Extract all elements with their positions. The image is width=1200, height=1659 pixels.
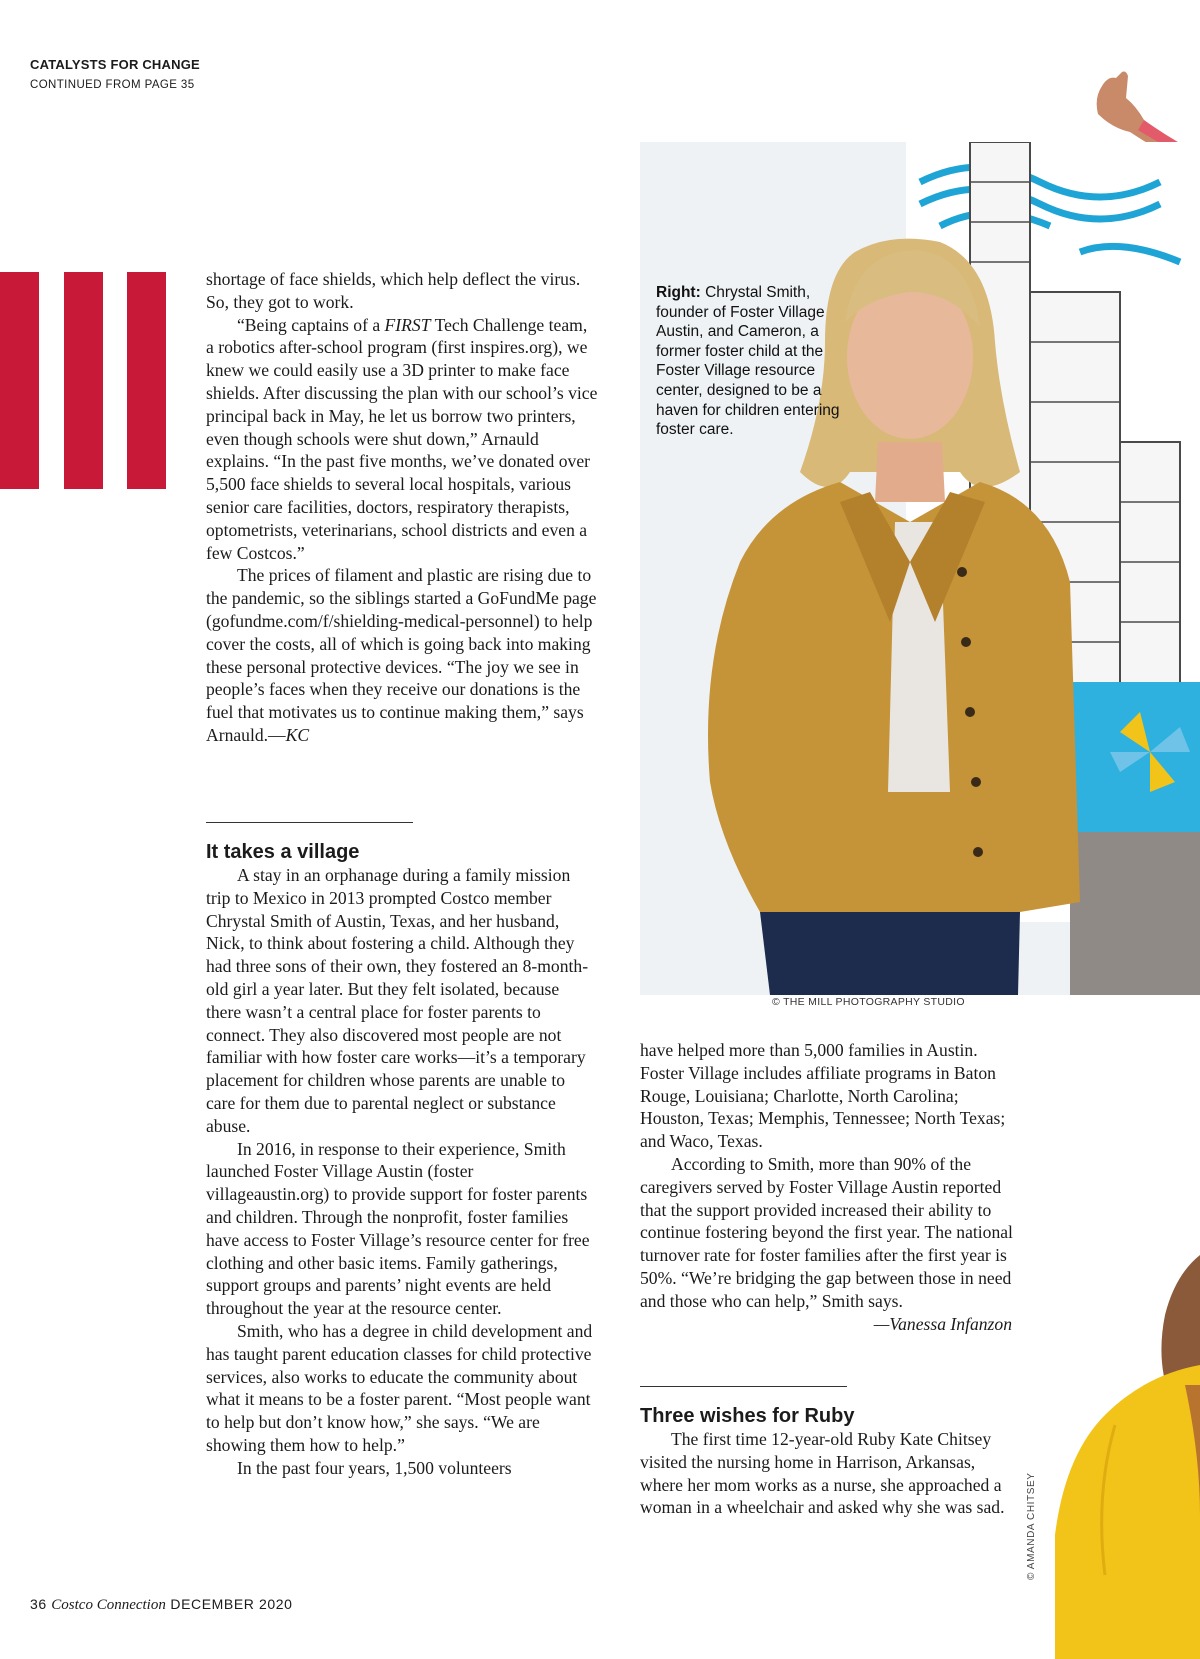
paragraph: In the past four years, 1,500 volunteers	[237, 1457, 512, 1478]
paragraph: According to Smith, more than 90% of the caregivers served by Foster Village Austin reported that the support provided increased their ability to continue fostering beyond the first year. The national turnover rate for foster families after the first year is 50%. “We’re bridging the gap between those in need and those who can help,” Smith says.	[640, 1153, 1013, 1311]
article-column-1	[206, 268, 598, 747]
section-heading: Three wishes for Ruby	[640, 1405, 855, 1427]
section-heading: It takes a village	[206, 841, 360, 863]
red-stripe-1	[0, 272, 39, 489]
red-stripe-2	[64, 272, 103, 489]
page-number: 36	[30, 1596, 47, 1612]
paragraph: In 2016, in response to their experience, Smith launched Foster Village Austin (foster villageaustin.org) to provide support for foster parents and children. Through the nonprofit, foster families have access to Foster Village’s resource center for free clothing and other basic items. Family gatherings, support groups and parents’ night events are held throughout the year at the resource center.	[206, 1138, 590, 1319]
paragraph: A stay in an orphanage during a family mission trip to Mexico in 2013 prompted Costco member Chrystal Smith of Austin, Texas, and her husband, Nick, to think about fostering a child. Although they had three sons of their own, they fostered an 8-month-old girl a year later. But they felt isolated, because there wasn’t a central place for foster parents to connect. They also discovered most people are not familiar with how foster care works—it’s a temporary placement for children whose parents are unable to care for them due to parental neglect or substance abuse.	[206, 865, 589, 1136]
article-column-2	[640, 1039, 1018, 1335]
photo-caption: Right: Chrystal Smith, founder of Foster Village Austin, and Cameron, a former foster child at the Foster Village resource center, designed to be a haven for children entering foster care.	[656, 284, 840, 439]
section-title: CATALYSTS FOR CHANGE	[30, 57, 200, 72]
article-column-1-village	[206, 840, 598, 1480]
paragraph: Smith, who has a degree in child development and has taught parent education classes for child protective services, also works to educate the community about what it means to be a foster parent. “Most people want to help but don’t know how,” she says. “We are showing them how to help.”	[206, 1320, 593, 1455]
byline: —Vanessa Infanzon	[873, 1313, 1012, 1334]
paragraph: The first time 12-year-old Ruby Kate Chitsey visited the nursing home in Harrison, Arkansas, where her mom works as a nurse, she approached a woman in a wheelchair and asked why she was sad.	[640, 1429, 1005, 1518]
article-column-2-ruby	[640, 1404, 1018, 1519]
ruby-photo	[1055, 1255, 1200, 1659]
chrystal-smith-photo	[640, 142, 1200, 995]
section-divider	[640, 1386, 847, 1387]
red-stripe-3	[127, 272, 166, 489]
photo-credit: © THE MILL PHOTOGRAPHY STUDIO	[772, 996, 965, 1008]
page-footer	[30, 1596, 293, 1614]
photo-credit: © AMANDA CHITSEY	[1026, 1472, 1037, 1580]
paragraph: shortage of face shields, which help deflect the virus. So, they got to work.	[206, 269, 581, 312]
section-divider	[206, 822, 413, 823]
paragraph: have helped more than 5,000 families in Austin. Foster Village includes affiliate programs in Baton Rouge, Louisiana; Charlotte, North Carolina; Houston, Texas; Memphis, Tennessee; North Texas; and Waco, Texas.	[640, 1040, 1006, 1152]
paragraph: “Being captains of a FIRST Tech Challenge team, a robotics after-school program (first inspires.org), we knew we could easily use a 3D printer to make face shields. After discussing the plan with our school’s vice principal back in May, he let us borrow two printers, even though schools were shut down,” Arnauld explains. “In the past five months, we’ve donated over 5,500 face shields to several local hospitals, various senior care facilities, doctors, respiratory therapists, optometrists, veterinarians, school districts and even a few Costcos.”	[206, 314, 598, 563]
paragraph: The prices of filament and plastic are rising due to the pandemic, so the siblings started a GoFundMe page (gofundme.com/f/shielding-medical-personnel) to help cover the costs, all of which is going back into making these personal protective devices. “The joy we see in people’s faces when they receive our donations is the fuel that motivates us to continue making them,” says Arnauld.—KC	[206, 565, 597, 745]
issue-date: DECEMBER 2020	[170, 1596, 293, 1612]
continued-note: CONTINUED FROM PAGE 35	[30, 79, 195, 91]
magazine-name: Costco Connection	[51, 1597, 166, 1613]
